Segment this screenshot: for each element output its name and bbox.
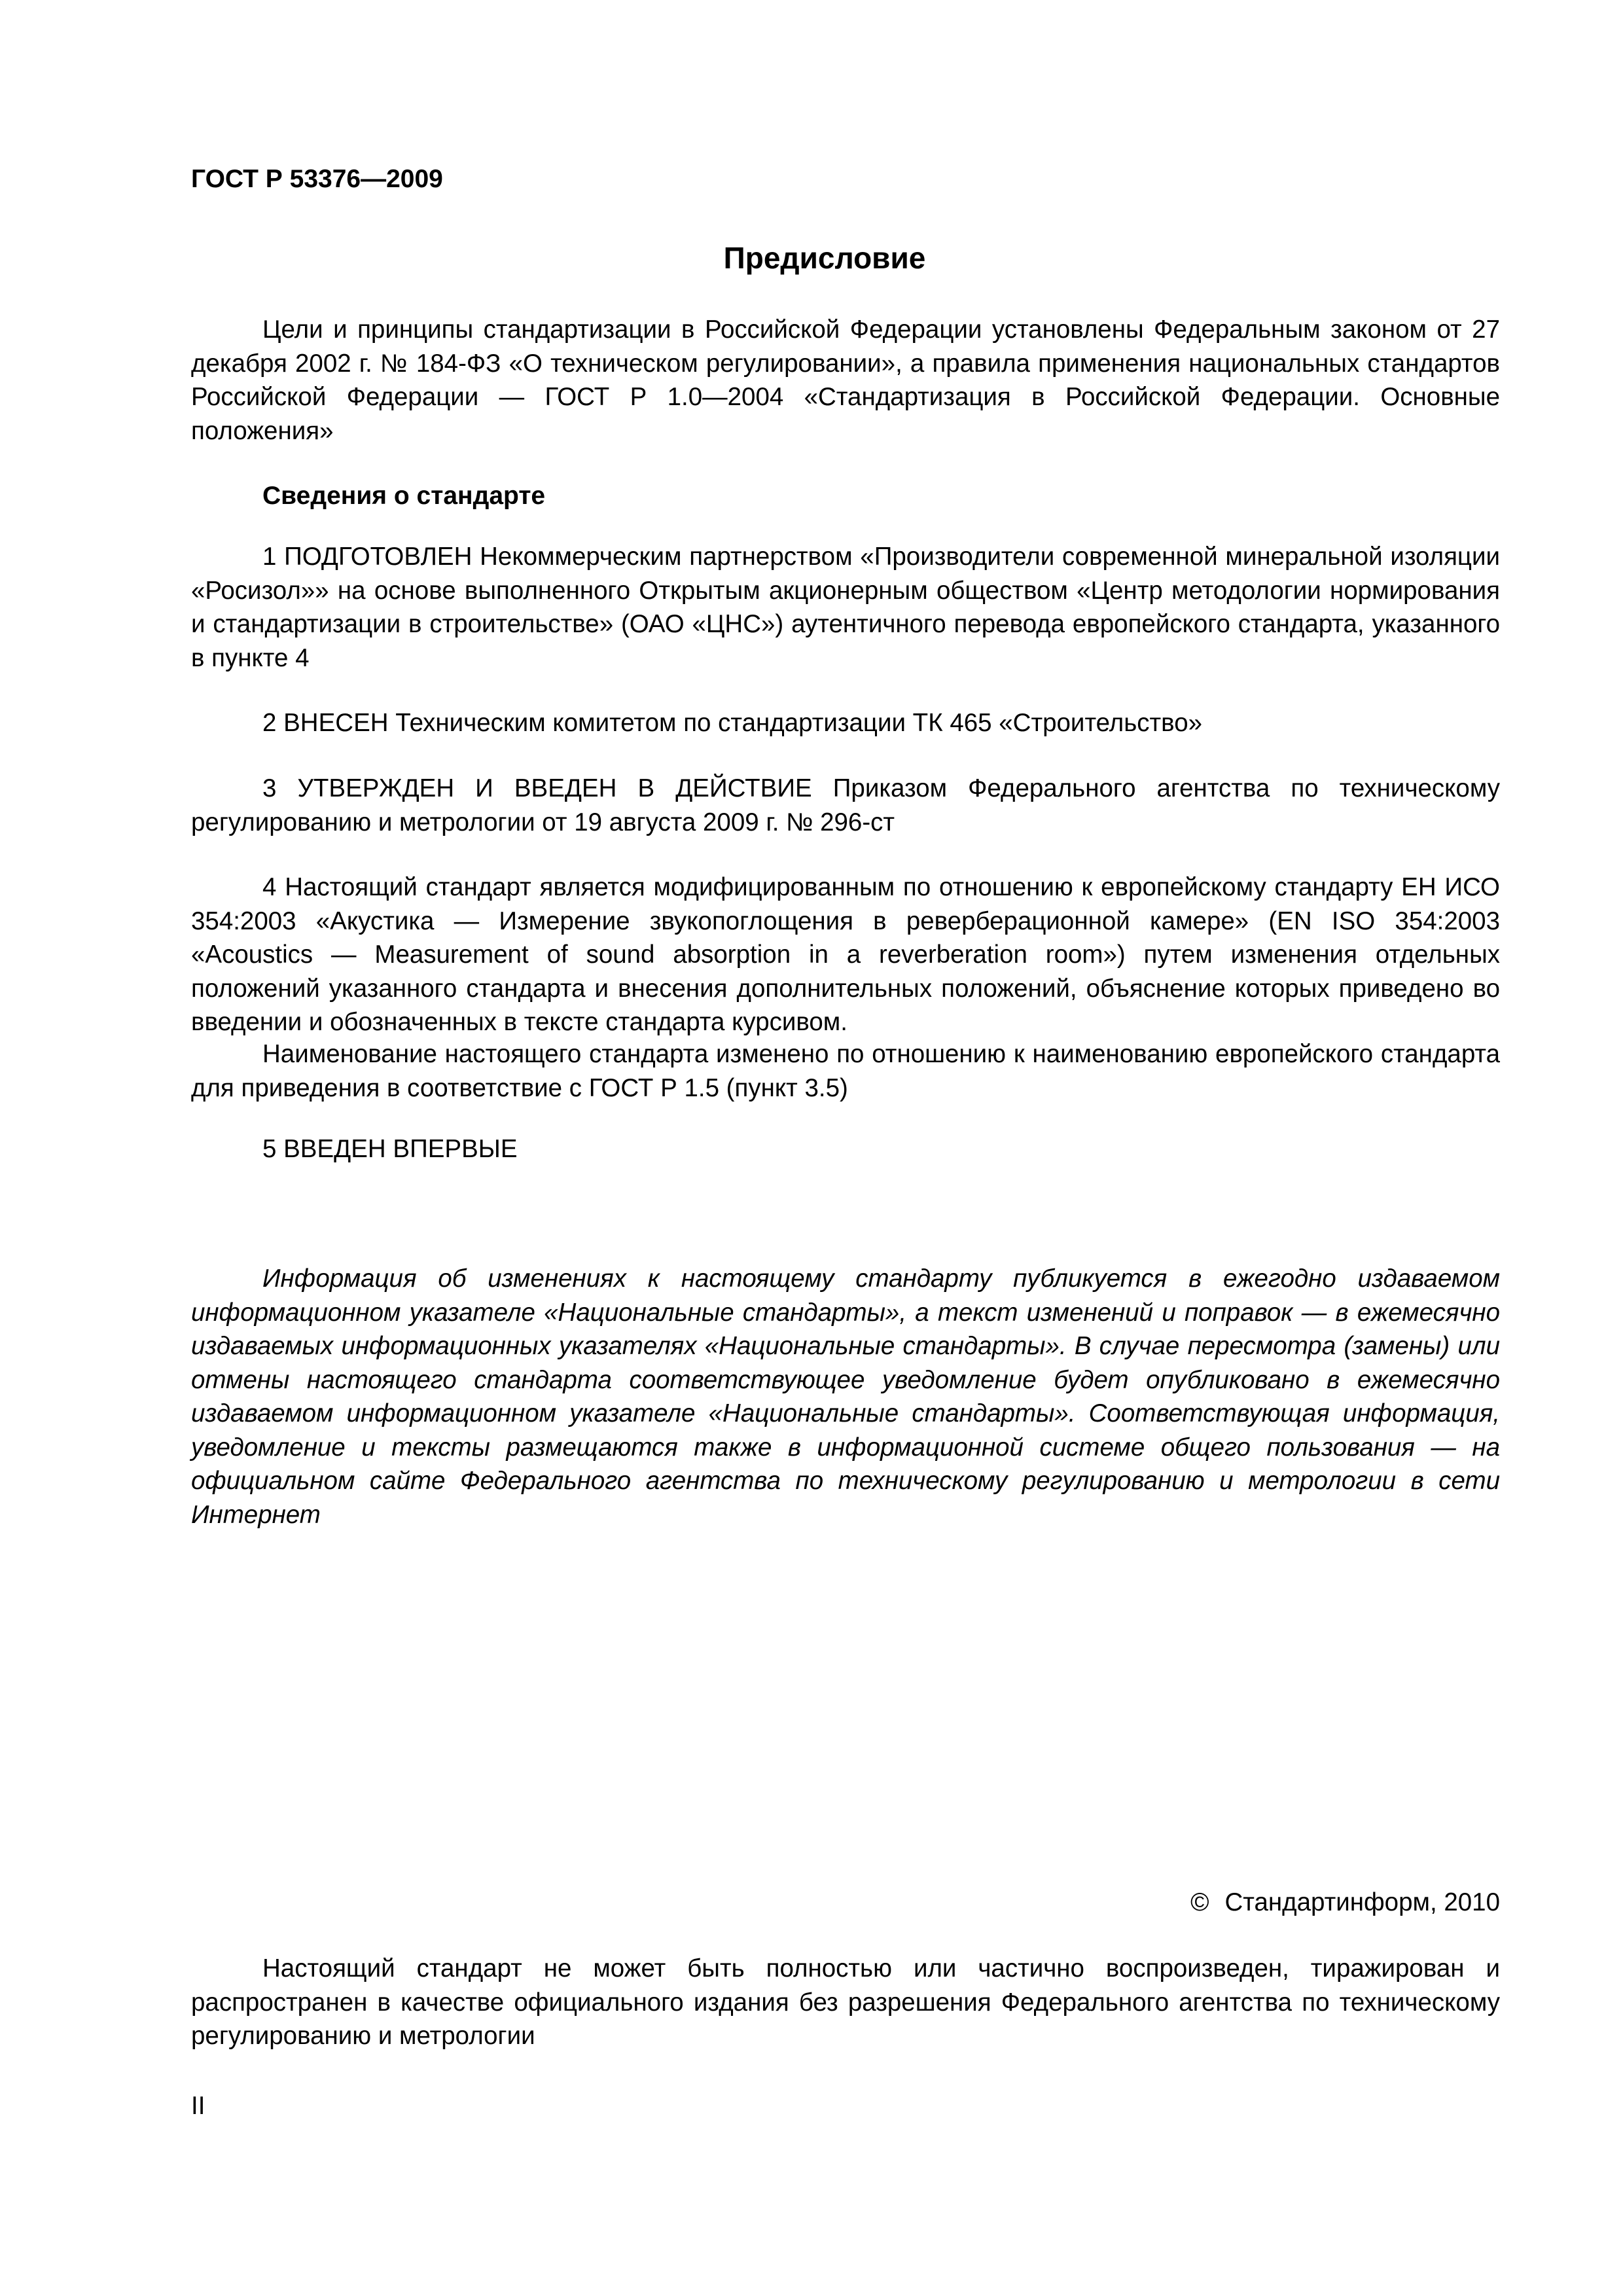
copyright-symbol: ©: [1190, 1888, 1209, 1916]
info-notice: Информация об изменениях к настоящему стандарту публикуется в ежегодно издаваемом информационном указателе «Национальные стандарты», а текст изменений и поправок — в ежемесячно издаваемых информационных указателях «Национальные стандарты». В случае пересмотра (замены) или отмены настоящего стандарта соответствующее уведомление будет опубликовано в ежемесячно издаваемом информационном указателе «Национальные стандарты». Соответствующая информация, уведомление и тексты размещаются также в информационной системе общего пользования — на официальном сайте Федерального агентства по техническому регулированию и метрологии в сети Интернет: [191, 1265, 1500, 1529]
page-title: Предисловие: [723, 241, 926, 275]
page-number: II: [191, 2092, 205, 2120]
standard-info-heading: Сведения о стандарте: [262, 482, 546, 510]
item-4-paragraph: 4 Настоящий стандарт является модифицированным по отношению к европейскому стандарту ЕН ИСО 354:2003 «Акустика — Измерение звукопоглощения в реверберационной камере» (EN ISO 354:2003 «Acoustics — Measurement of sound absorption in a reverberation room») путем изменения отдельных положений указанного стандарта и внесения дополнительных положений, объяснение которых приведено во введении и обозначенных в тексте стандарта курсивом.: [191, 873, 1500, 1036]
intro-paragraph: Цели и принципы стандартизации в Российской Федерации установлены Федеральным законом от 27 декабря 2002 г. № 184-ФЗ «О техническом регулировании», а правила применения национальных стандартов Российской Федерации — ГОСТ Р 1.0—2004 «Стандартизация в Российской Федерации. Основные положения»: [191, 315, 1500, 445]
copyright-text: Стандартинформ, 2010: [1224, 1888, 1500, 1916]
item-1-paragraph: 1 ПОДГОТОВЛЕН Некоммерческим партнерством «Производители современной минеральной изоляции «Росизол»» на основе выполненного Открытым акционерным обществом «Центр методологии нормирования и стандартизации в строительстве» (ОАО «ЦНС») аутентичного перевода европейского стандарта, указанного в пункте 4: [191, 543, 1500, 672]
item-3-paragraph: 3 УТВЕРЖДЕН И ВВЕДЕН В ДЕЙСТВИЕ Приказом Федерального агентства по техническому регулированию и метрологии от 19 августа 2009 г. № 296-ст: [191, 774, 1500, 836]
item-5-paragraph: 5 ВВЕДЕН ВПЕРВЫЕ: [262, 1135, 518, 1163]
item-2-paragraph: 2 ВНЕСЕН Техническим комитетом по стандартизации ТК 465 «Строительство»: [262, 709, 1203, 737]
item-4-continuation: Наименование настоящего стандарта изменено по отношению к наименованию европейского стандарта для приведения в соответствие с ГОСТ Р 1.5 (пункт 3.5): [191, 1040, 1500, 1102]
document-code: ГОСТ Р 53376—2009: [191, 165, 443, 193]
copyright-line: [1190, 1886, 1500, 1919]
reproduction-notice: Настоящий стандарт не может быть полностью или частично воспроизведен, тиражирован и распространен в качестве официального издания без разрешения Федерального агентства по техническому регулированию и метрологии: [191, 1954, 1500, 2050]
